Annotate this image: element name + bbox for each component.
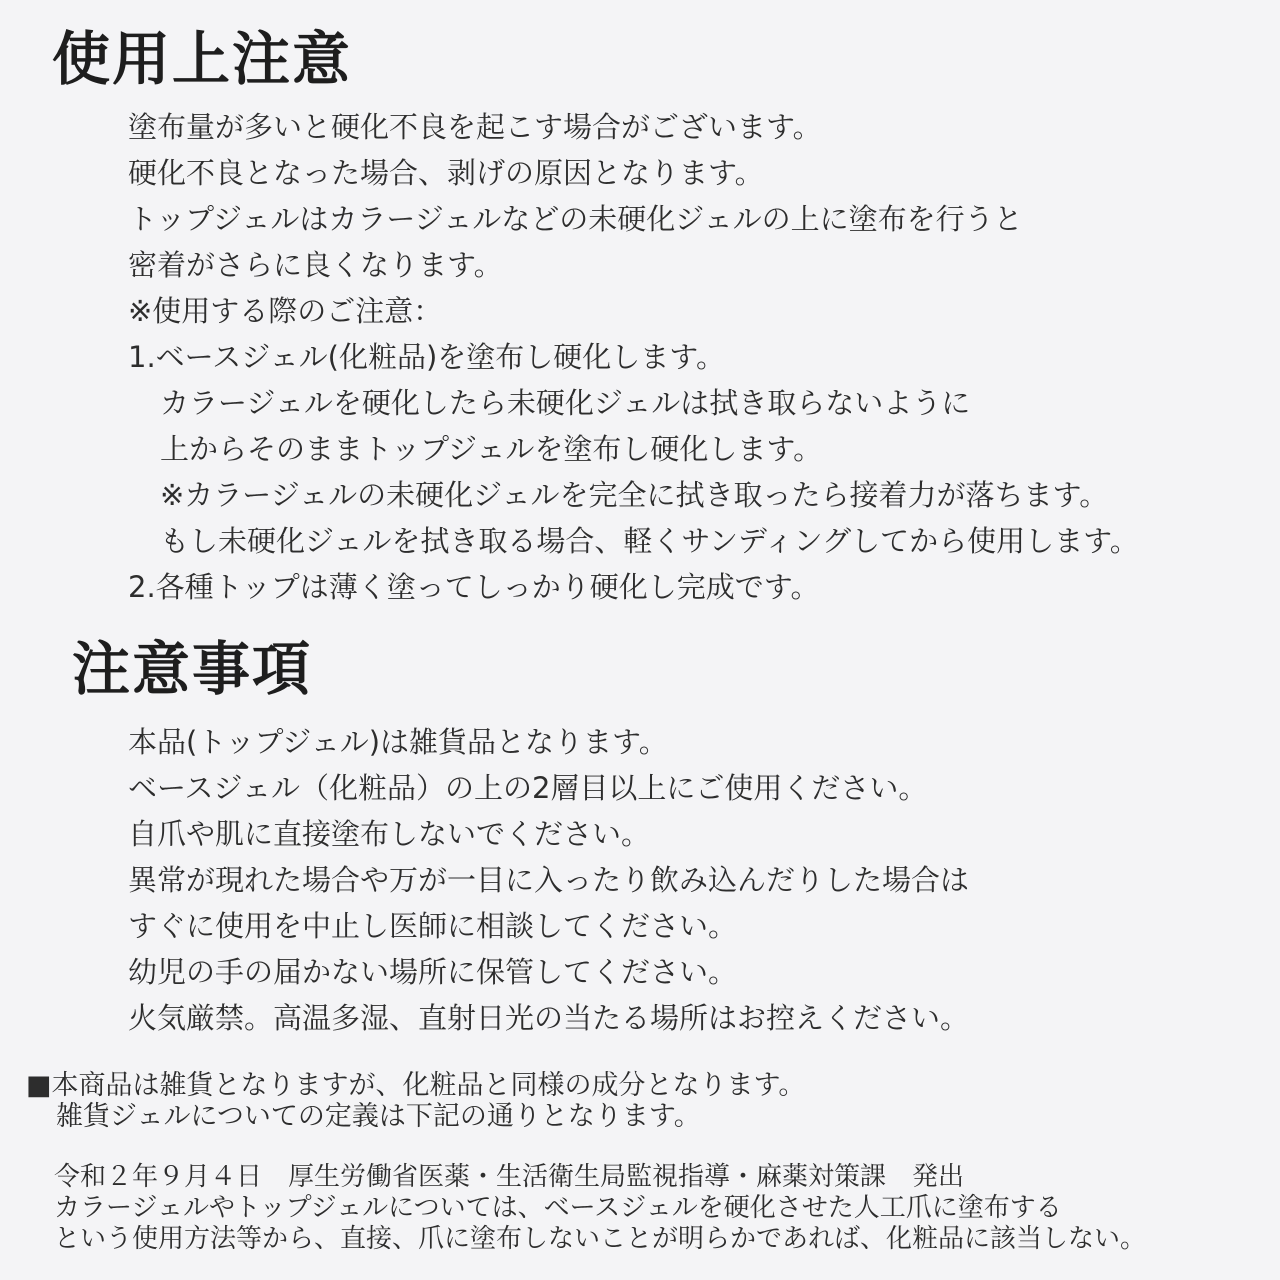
caution-heading: 注意事項 — [72, 635, 313, 703]
goods-note-line: 雑貨ジェルについての定義は下記の通りとなります。 — [56, 1101, 701, 1132]
usage-line: トップジェルはカラージェルなどの未硬化ジェルの上に塗布を行うと — [128, 202, 1023, 236]
notice-line: という使用方法等から、直接、爪に塗布しないことが明らかであれば、化粧品に該当しない。 — [54, 1224, 1147, 1254]
notice-line: 令和２年９月４日 厚生労働省医薬・生活衛生局監視指導・麻薬対策課 発出 — [54, 1162, 965, 1192]
usage-line: 硬化不良となった場合、剥げの原因となります。 — [128, 156, 764, 190]
regulatory-notice — [54, 1162, 1146, 1255]
caution-line: 幼児の手の届かない場所に保管してください。 — [128, 955, 738, 989]
caution-line: 自爪や肌に直接塗布しないでください。 — [128, 817, 651, 851]
usage-line: 1.ベースジェル(化粧品)を塗布し硬化します。 — [128, 340, 725, 374]
caution-line: 火気厳禁。高温多湿、直射日光の当たる場所はお控えください。 — [128, 1001, 970, 1035]
usage-precautions-heading: 使用上注意 — [52, 25, 353, 93]
usage-line: 密着がさらに良くなります。 — [128, 248, 503, 282]
usage-line: もし未硬化ジェルを拭き取る場合、軽くサンディングしてから使用します。 — [160, 524, 1139, 558]
caution-list — [128, 719, 969, 1041]
usage-line: 上からそのままトップジェルを塗布し硬化します。 — [160, 432, 823, 466]
caution-line: 本品(トップジェル)は雑貨品となります。 — [128, 725, 668, 759]
notice-line: カラージェルやトップジェルについては、ベースジェルを硬化させた人工爪に塗布する — [54, 1193, 1062, 1223]
usage-line: ※使用する際のご注意： — [128, 294, 443, 328]
caution-line: 異常が現れた場合や万が一目に入ったり飲み込んだりした場合は — [128, 863, 970, 897]
goods-note-line: ■本商品は雑貨となりますが、化粧品と同様の成分となります。 — [26, 1070, 806, 1101]
usage-line: カラージェルを硬化したら未硬化ジェルは拭き取らないように — [160, 386, 971, 420]
usage-line: 塗布量が多いと硬化不良を起こす場合がございます。 — [128, 110, 822, 144]
usage-line: ※カラージェルの未硬化ジェルを完全に拭き取ったら接着力が落ちます。 — [160, 478, 1109, 512]
goods-note — [26, 1070, 805, 1132]
caution-line: すぐに使用を中止し医師に相談してください。 — [128, 909, 738, 943]
usage-precautions-list — [128, 104, 1139, 610]
caution-line: ベースジェル（化粧品）の上の2層目以上にご使用ください。 — [128, 771, 928, 805]
usage-line: 2.各種トップは薄く塗ってしっかり硬化し完成です。 — [128, 570, 820, 604]
